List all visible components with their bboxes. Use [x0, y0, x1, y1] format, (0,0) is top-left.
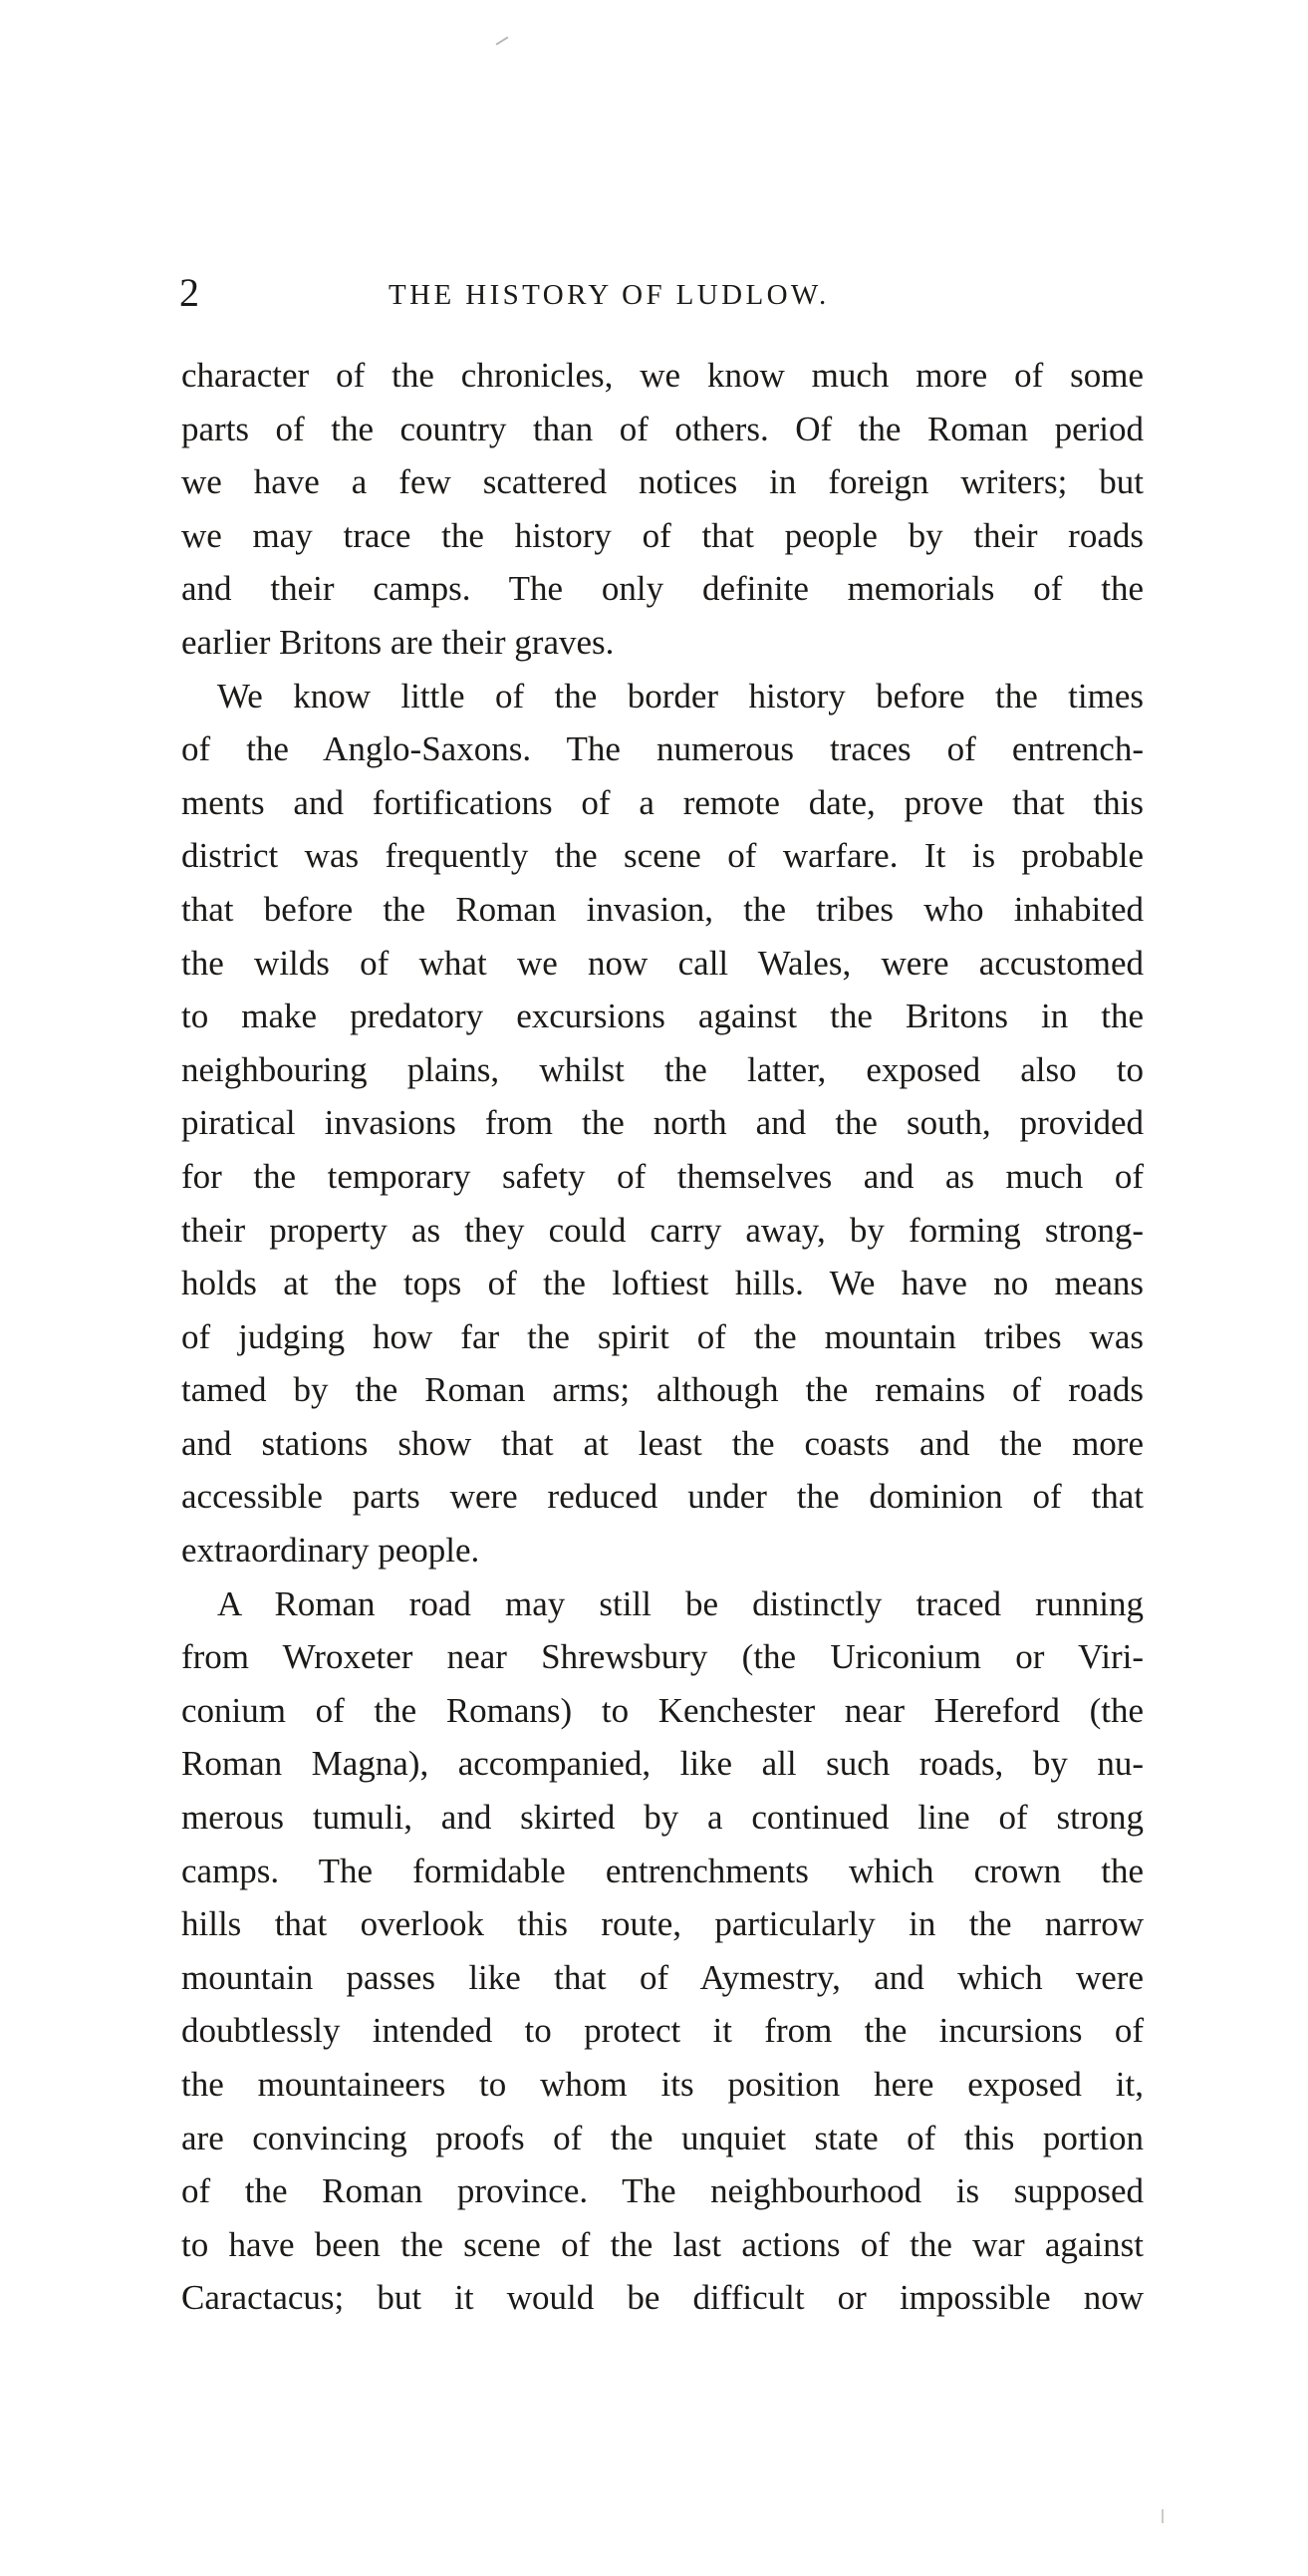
page-header [179, 271, 1176, 315]
text-line: we may trace the history of that people by their roads [181, 515, 1144, 555]
text-line: for the temporary safety of themselves and as much of [181, 1156, 1144, 1196]
text-line: character of the chronicles, we know much more of some [181, 356, 1144, 395]
text-line: extraordinary people. [181, 1531, 480, 1571]
text-line: of the Roman province. The neighbourhood is supposed [181, 2171, 1144, 2211]
body-text [181, 349, 1144, 2325]
text-line: the mountaineers to whom its position here exposed it, [181, 2065, 1144, 2104]
text-line: and their camps. The only definite memorials of the [181, 569, 1144, 609]
text-line: holds at the tops of the loftiest hills. We have no means [181, 1264, 1144, 1303]
paper-speck [1162, 2509, 1164, 2523]
text-line: earlier Britons are their graves. [181, 622, 615, 662]
text-line: neighbouring plains, whilst the latter, exposed also to [181, 1049, 1144, 1089]
text-line: camps. The formidable entrenchments which crown the [181, 1851, 1144, 1890]
text-line: mountain passes like that of Aymestry, and which were [181, 1957, 1144, 1997]
text-line: piratical invasions from the north and the south, provided [181, 1103, 1144, 1143]
text-line: from Wroxeter near Shrewsbury (the Uriconium or Viri- [181, 1637, 1144, 1677]
text-line: to have been the scene of the last actions of the war against [181, 2224, 1144, 2264]
running-title: THE HISTORY OF LUDLOW. [389, 279, 830, 311]
text-line: of judging how far the spirit of the mountain tribes was [181, 1316, 1144, 1356]
text-line: ments and fortifications of a remote date, prove that this [181, 782, 1144, 822]
text-line: parts of the country than of others. Of the Roman period [181, 409, 1144, 448]
text-line: doubtlessly intended to protect it from the incursions of [181, 2011, 1144, 2051]
text-line: merous tumuli, and skirted by a continued line of strong [181, 1798, 1144, 1838]
text-line: are convincing proofs of the unquiet state of this portion [181, 2118, 1144, 2157]
text-line: to make predatory excursions against the Britons in the [181, 997, 1144, 1036]
text-line: We know little of the border history before the times [217, 676, 1144, 716]
text-line: and stations show that at least the coasts and the more [181, 1423, 1144, 1463]
text-line: Roman Magna), accompanied, like all such roads, by nu- [181, 1744, 1144, 1784]
text-line: of the Anglo-Saxons. The numerous traces of entrench- [181, 729, 1144, 769]
text-line: tamed by the Roman arms; although the remains of roads [181, 1370, 1144, 1410]
text-line: Caractacus; but it would be difficult or impossible now [181, 2278, 1144, 2318]
paper-mark [496, 36, 509, 45]
text-line: district was frequently the scene of warfare. It is probable [181, 836, 1144, 876]
text-line: that before the Roman invasion, the tribes who inhabited [181, 889, 1144, 929]
text-line: accessible parts were reduced under the dominion of that [181, 1477, 1144, 1517]
text-line: A Roman road may still be distinctly traced running [217, 1583, 1144, 1623]
text-line: conium of the Romans) to Kenchester near Hereford (the [181, 1690, 1144, 1730]
text-line: the wilds of what we now call Wales, were accustomed [181, 943, 1144, 983]
text-line: their property as they could carry away, by forming strong- [181, 1210, 1144, 1250]
text-line: hills that overlook this route, particularly in the narrow [181, 1904, 1144, 1944]
page-number: 2 [179, 270, 199, 315]
text-line: we have a few scattered notices in foreign writers; but [181, 462, 1144, 502]
